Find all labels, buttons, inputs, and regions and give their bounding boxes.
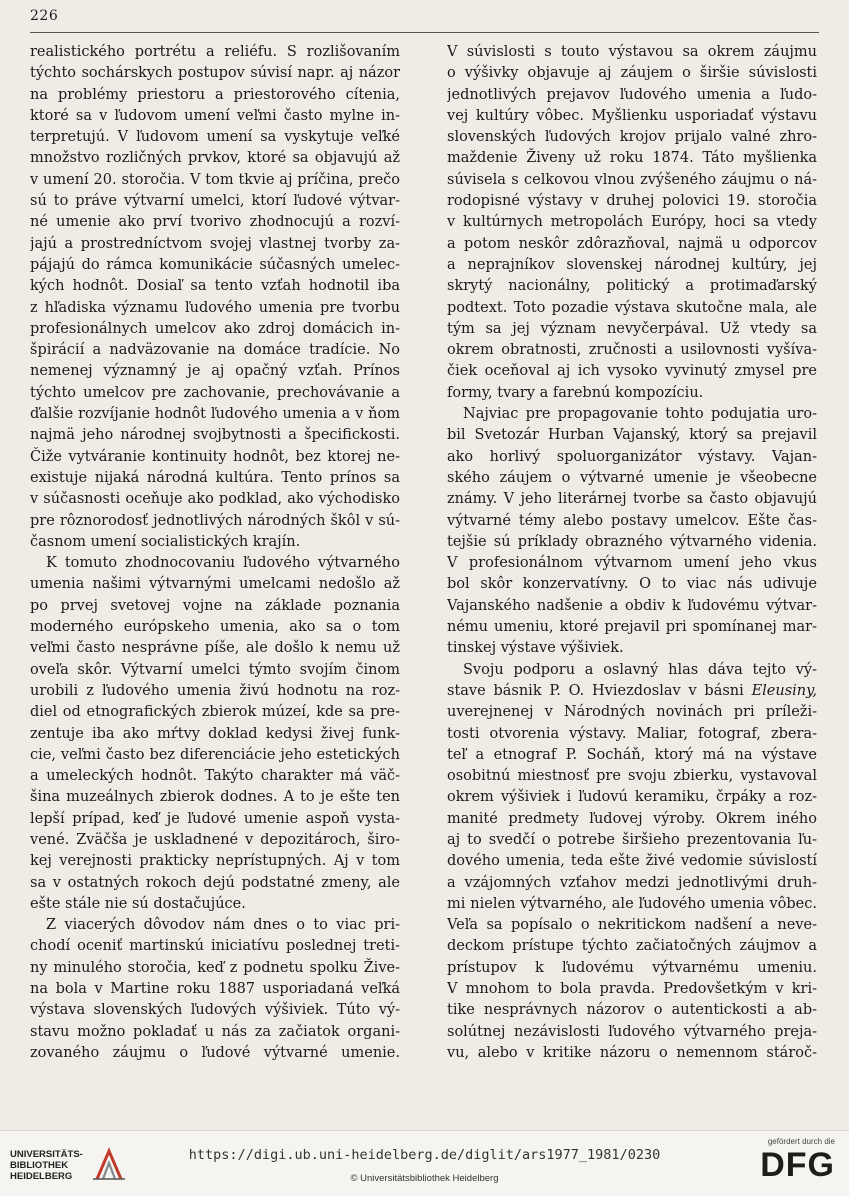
text-line: podtext. Toto pozadie výstava skutočne mala, ale xyxy=(447,299,817,316)
text-line: bol skôr konzervatívny. O to viac nás udivuje xyxy=(447,576,817,593)
text-line: existuje nijaká národná kultúra. Tento prínos sa xyxy=(30,469,400,486)
permalink-url[interactable]: https://digi.ub.uni-heidelberg.de/diglit/ars1977_1981/0230 xyxy=(188,1147,661,1163)
text-line: Svoju podporu a oslavný hlas dáva tejto vý- xyxy=(463,661,817,678)
text-line: čiek oceňoval aj ich vysoko vyvinutý zmysel pre xyxy=(447,363,817,380)
text-line: kých hodnôt. Dosiaľ sa tento vzťah hodnotil iba xyxy=(30,278,400,295)
text-line: známy. V jeho literárnej tvorbe sa často objavujú xyxy=(447,491,817,508)
text-line: ktoré sa v ľudovom umení veľmi často mylne in- xyxy=(30,107,400,124)
text-line: V mnohom to bola pravda. Predovšetkým v kri- xyxy=(447,981,817,998)
text-line: umenia našimi výtvarnými umelcami nedošlo až xyxy=(30,576,400,593)
text-line: jednotlivých prejavov ľudového umenia a ľudo- xyxy=(447,86,817,103)
dfg-funding[interactable] xyxy=(760,1137,835,1182)
library-name-line2: BIBLIOTHEK xyxy=(10,1159,69,1171)
viewer-footer xyxy=(0,1130,849,1196)
text-line: tike nesprávnych názorov o autentickosti a ab- xyxy=(447,1002,817,1019)
text-line: formy, tvary a farebnú kompozíciu. xyxy=(447,384,704,401)
text-line: najmä jeho národnej svojbytnosti a špecifickosti. xyxy=(30,427,400,444)
text-line: K tomuto zhodnocovaniu ľudového výtvarného xyxy=(46,555,400,572)
text-line: ďalšie rozvíjanie hodnôt ľudového umenia a v ňom xyxy=(30,406,400,423)
text-line: z hľadiska významu ľudového umenia pre tvorbu xyxy=(30,299,400,316)
text-line: a vzájomných vzťahov medzi jednotlivými druh- xyxy=(447,874,817,891)
text-line: né umenie ako prví tvorivo zhodnocujú a rozví- xyxy=(30,214,400,231)
text-line: tým sa jej význam nevyčerpával. Už vtedy sa xyxy=(447,320,817,337)
text-line: Veľa sa popísalo o nekritickom nadšení a neve- xyxy=(447,917,817,934)
text-line: pájajú do rámca komunikácie súčasných umelec- xyxy=(30,256,400,273)
text-line: terpretujú. V ľudovom umení sa vyskytuje veľké xyxy=(30,129,400,146)
text-line: výtvarné témy alebo postavy umelcov. Ešte čas- xyxy=(447,512,817,529)
text-line: teľ a etnograf P. Socháň, ktorý má na výstave xyxy=(447,746,817,763)
text-line: týchto umelcov pre zachovanie, prechovávanie a xyxy=(30,384,400,401)
text-line: nému umeniu, ktoré prejavil pri spomínanej mar- xyxy=(447,619,817,636)
text-line: vej kultúry vôbec. Myšlienku usporiadať výstavu xyxy=(447,107,817,124)
text-line: šina muzeálnych zbierok dodnes. A to je ešte ten xyxy=(30,789,400,806)
text-line: V súvislosti s touto výstavou sa okrem záujmu xyxy=(447,44,817,60)
text-line: bil Svetozár Hurban Vajanský, ktorý sa prejavil xyxy=(447,427,817,444)
text-line: ešte stále nie sú dostačujúce. xyxy=(30,895,246,912)
text-line: špirácií a nadväzovanie na domáce tradície. No xyxy=(30,342,400,359)
text-line: a potom neskôr zdôrazňoval, najmä u odporcov xyxy=(447,235,817,252)
text-line: Najviac pre propagovanie tohto podujatia uro- xyxy=(463,406,817,423)
text-line: moderného európskeho umenia, ako sa o tom xyxy=(30,619,400,636)
text-line: množstvo rozličných prvkov, ktoré sa objavujú až xyxy=(30,150,400,167)
text-line: sa v ostatných rokoch dejú podstatné zmeny, ale xyxy=(30,874,400,891)
text-line: profesionálnych umelcov ako zdroj domácich in- xyxy=(30,320,400,337)
text-line: maždenie Živeny už roku 1874. Táto myšlienka xyxy=(447,150,817,167)
text-line: solútnej nezávislosti ľudového výtvarného preja- xyxy=(447,1023,817,1040)
text-line: v súčasnosti oceňuje ako podklad, ako východisko xyxy=(30,491,400,508)
text-line: veľmi často nesprávne píše, ale došlo k nemu už xyxy=(30,640,400,657)
text-line: súvisela s celkovou vlnou zvýšeného záujmu o ná- xyxy=(447,171,817,188)
right-column xyxy=(447,42,817,1064)
text-line: Z viacerých dôvodov nám dnes o to viac pri- xyxy=(46,917,400,934)
text-line: uverejnenej v Národných novinách pri príleži- xyxy=(447,704,817,721)
dfg-logo: DFG xyxy=(760,1146,835,1184)
text-line: a neprajníkov slovenskej národnej kultúry, jej xyxy=(447,256,817,273)
text-line: nemenej významný je aj opačný vzťah. Prínos xyxy=(30,363,400,380)
page-number: 226 xyxy=(30,8,59,24)
text-line: diel od etnografických zbierok múzeí, kde sa pre- xyxy=(30,704,400,721)
text-line: prístupov k ľudovému výtvarnému umeniu. xyxy=(447,959,817,976)
text-line: ny minulého storočia, keď z podnetu spolku Žive- xyxy=(30,959,400,976)
header-rule xyxy=(30,32,819,33)
text-line: Vajanského nadšenie a obdiv k ľudovému výtvar- xyxy=(447,597,817,614)
text-line: V profesionálnom výtvarnom umení jeho vkus xyxy=(447,555,817,572)
text-line: mi nielen výtvarného, ale ľudového umenia vôbec. xyxy=(447,895,817,912)
text-line: manité predmety ľudovej výroby. Okrem iného xyxy=(447,810,817,827)
copyright-notice: © Universitätsbibliothek Heidelberg xyxy=(350,1173,499,1184)
text-line: výstava slovenských ľudových výšiviek. Túto vý- xyxy=(30,1002,400,1019)
text-line: v umení 20. storočia. V tom tkvie aj príčina, prečo xyxy=(30,171,400,188)
text-line: tinskej výstave výšiviek. xyxy=(447,640,624,657)
text-line: urobili z ľudového umenia živú hodnotu na roz- xyxy=(30,682,400,699)
text-line: stavu možno pokladať u nás za začiatok organi- xyxy=(30,1023,400,1040)
text-line: tejšie sú príklady obrazného výtvarného videnia. xyxy=(447,533,817,550)
text-line: dového umenia, teda ešte živé vedomie súvislostí xyxy=(447,853,817,870)
text-line: vu, alebo v kritike názoru o nemennom stároč- xyxy=(447,1044,817,1061)
text-line: tosti otvorenia výstavy. Maliar, fotograf, zbera- xyxy=(447,725,817,742)
text-line: a umeleckých hodnôt. Takýto charakter má väč- xyxy=(30,768,400,785)
text-line: o výšivky objavuje aj záujem o širšie súvislosti xyxy=(447,65,817,82)
text-line: vené. Zväčša je uskladnené v depozitároch, širo- xyxy=(30,831,400,848)
text-line: zentuje iba ako mŕtvy doklad kedysi živej funk- xyxy=(30,725,400,742)
text-line: osobitnú miestnosť pre svoju zbierku, vystavoval xyxy=(447,768,817,785)
text-line: na problémy priestoru a priestorového cítenia, xyxy=(30,86,400,103)
text-line: skrytý nacionálny, politický a protimaďarský xyxy=(447,278,817,295)
text-line: týchto sochárskych postupov súvisí napr. aj názor xyxy=(30,65,400,82)
text-line: okrem výšiviek i ľudovú keramiku, črpáky a roz- xyxy=(447,789,817,806)
text-line: realistického portrétu a reliéfu. S rozlišovaním xyxy=(30,44,400,60)
funded-by-label: gefördert durch die xyxy=(767,1137,835,1146)
text-line: ako horlivý spoluorganizátor výstavy. Vajan- xyxy=(447,448,817,465)
text-line: na bola v Martine roku 1887 usporiadaná veľká xyxy=(30,981,400,998)
text-line: kej verejnosti prakticky neprístupných. Aj v tom xyxy=(30,853,400,870)
text-line: časnom umení socialistických krajín. xyxy=(30,533,301,550)
text-line: okrem obratnosti, zručnosti a usilovnosti vyšíva- xyxy=(447,342,817,359)
text-line: rodopisné výstavy v druhej polovici 19. storočia xyxy=(447,193,817,210)
text-line: aj to svedčí o potrebe širšieho prezentovania ľu- xyxy=(447,831,817,848)
text-line: jajú a prostredníctvom svojej vlastnej tvorby za- xyxy=(30,235,400,252)
text-line: slovenských ľudových krojov prijalo valné zhro- xyxy=(447,129,817,146)
text-line: oveľa skôr. Výtvarní umelci týmto svojím činom xyxy=(30,661,400,678)
text-line: sú to práve výtvarní umelci, ktorí ľudové výtvar- xyxy=(30,193,400,210)
left-column xyxy=(30,42,400,1064)
text-line: stave básnik P. O. Hviezdoslav v básni Eleusiny, xyxy=(447,682,817,699)
text-line: po prvej svetovej vojne na základe poznania xyxy=(30,597,400,614)
library-name-line3: HEIDELBERG xyxy=(10,1170,73,1182)
text-line: cie, veľmi často bez diferenciácie jeho estetických xyxy=(30,746,400,763)
text-line: zovaného záujmu o ľudové výtvarné umenie. xyxy=(30,1044,400,1061)
text-line: v kultúrnych metropolách Európy, hoci sa vtedy xyxy=(447,214,817,231)
text-line: Čiže vytváranie kontinuity hodnôt, bez ktorej ne- xyxy=(30,448,400,465)
text-line: ského záujem o výtvarné umenie je všeobecne xyxy=(447,469,817,486)
library-name-line1: UNIVERSITÄTS- xyxy=(10,1148,83,1160)
text-line: chodí oceniť martinskú iniciatívu poslednej treti- xyxy=(30,938,400,955)
text-line: pre rôznorodosť jednotlivých národných škôl v sú- xyxy=(30,512,400,529)
text-line: deckom prístupe týchto začiatočných záujmov a xyxy=(447,938,817,955)
text-line: lepší prípad, keď je ľudové umenie aspoň vysta- xyxy=(30,810,400,827)
